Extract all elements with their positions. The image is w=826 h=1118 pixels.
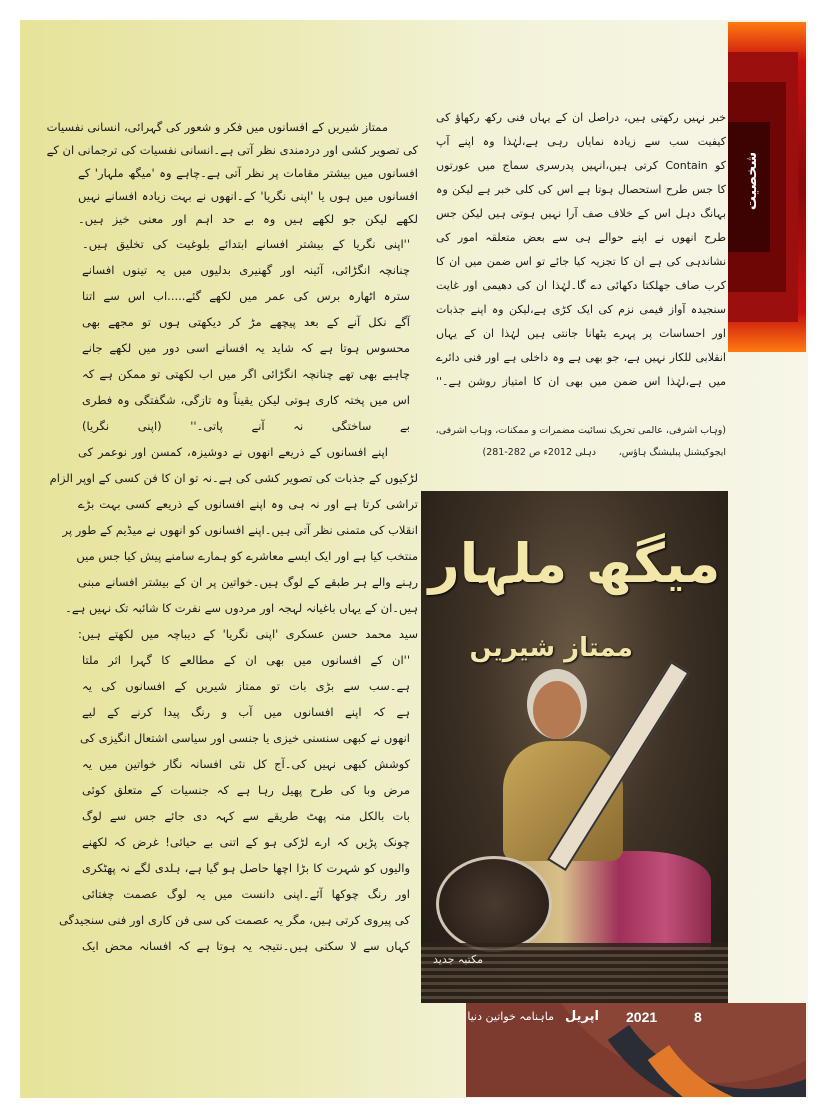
text-line: سنجیدہ آواز فیمی نزم کی ایک کڑی ہے،لیکن وہ اپنے جذبات — [436, 303, 726, 316]
text-line: کی پیروی کرتی ہیں، مگر یہ عصمت کی سی فن کاری اور فنی سنجیدگی — [58, 913, 410, 927]
text-line: کرب صاف جھلکتا دکھائی دے گا۔لہٰذا ان کی دھیمی اور غایت — [436, 279, 726, 292]
water-reflection — [421, 943, 728, 1003]
text-line: سترہ اٹھارہ برس کی عمر میں لکھے گئے.....اب اس سے اتنا — [82, 289, 410, 303]
text-line: کہاں سے لا سکتی ہیں۔نتیجہ یہ ہوتا ہے کہ افسانہ محض ایک — [82, 939, 410, 953]
book-author: ممتاز شیریں — [469, 633, 633, 663]
book-title: میگھ ملہار — [428, 532, 721, 595]
right-text-column — [436, 106, 726, 394]
text-line: دہلی 2012ء ص 282-281) — [482, 447, 596, 458]
left-text-column — [46, 116, 418, 959]
text-line: اس میں پختہ کاری ہوتی لیکن یقیناً وہ تازگی، شگفتگی وہ فطری — [82, 393, 410, 407]
text-line: کو Contain کرتی ہیں،انہیں پدرسری سماج میں عورتوں — [436, 159, 726, 172]
text-line: کی تصویر کشی اور دردمندی نظر آتی ہے۔انسانی نفسیات کی ترجمانی ان کے — [46, 143, 418, 157]
issue-year: 2021 — [626, 1009, 658, 1025]
text-line: خبر نہیں رکھتی ہیں، دراصل ان کے یہاں فنی رکھ رکھاؤ کی — [436, 111, 726, 124]
text-line: بے ساختگی نہ آنے پاتی۔'' (اپنی نگریا) — [82, 419, 410, 433]
text-line: منتخب کیا ہے اور ایک ایسے معاشرے کو ہمارے سامنے پیش کیا جس میں — [76, 549, 418, 563]
text-line: انھوں نے کبھی سنسنی خیزی یا جنسی اور سیاسی اشتعال انگیزی کی — [79, 731, 410, 745]
sitar-bowl — [436, 856, 552, 952]
text-line: نشاندہی کی ہے ان کا تجزیہ کیا جائے تو اس ضمن میں ان کا — [436, 255, 726, 268]
text-line: ممتاز شیریں کے افسانوں میں فکر و شعور کی گہرائی، انسانی نفسیات — [46, 120, 388, 134]
text-line: والیوں کو شہرت کا بڑا اچھا حاصل ہو گیا ہے، ہلدی لگے نہ پھٹکری — [82, 861, 410, 875]
text-line: ہے۔سب سے بڑی بات تو ممتاز شیریں کے افسانوں کی یہ — [82, 679, 410, 693]
block-quote — [78, 231, 418, 439]
section-tab — [728, 22, 806, 352]
magazine-name: ماہنامہ خواتین دنیا — [467, 1010, 554, 1023]
text-line: میں ہے،لہٰذا اس ضمن میں بھی ان کا امتیاز روشن ہے۔'' — [436, 375, 726, 388]
text-line: تراشی کرتا ہے اور نہ ہی وہ اپنے افسانوں کے ذریعے کسی بہت بڑے — [78, 497, 418, 511]
paragraph — [46, 116, 418, 231]
text-line: کوشش کبھی نہیں کی۔آج کل نئی افسانہ نگار خواتین میں یہ — [82, 757, 410, 771]
page-footer — [466, 1003, 806, 1097]
text-line: ''اپنی نگریا کے بیشتر افسانے ابتدائے بلوغیت کی تخلیق ہیں۔ — [82, 237, 410, 251]
text-line: انقلابی للکار نہیں ہے، جو بھی ہے وہ داخلی ہے اور فنی دائرے — [436, 351, 726, 364]
text-line: ہے کہ اپنے افسانوں میں آب و رنگ پیدا کرنے کے لیے — [82, 705, 410, 719]
issue-month: اپریل — [565, 1009, 599, 1024]
text-line: ہیں۔ان کے یہاں باغیانہ لہجہ اور مردوں سے نفرت کا شائبہ تک نہیں ہے۔ — [65, 601, 418, 615]
text-line: اور احساسات پر پہرے بٹھانا جانتی ہیں لہٰذا ان کے یہاں — [436, 327, 726, 340]
text-line: محسوس ہوتا ہے کہ شاید یہ افسانے اسی دور میں لکھے جانے — [82, 341, 410, 355]
text-line: افسانوں میں ہوں یا 'اپنی نگریا' کے۔انھوں نے بہت زیادہ افسانے نہیں — [78, 189, 418, 203]
publisher-logo: مکتبہ جدید — [433, 953, 483, 966]
text-line: افسانوں میں بیشتر مقامات پر نظر آتی ہے۔چاہے وہ 'میگھ ملہار' کے — [78, 166, 418, 180]
text-line: کیفیت سب سے زیادہ نمایاں رہی ہے،لہٰذا وہ اپنے آپ — [436, 135, 726, 148]
dancer-head — [533, 681, 581, 739]
text-line: بات بالکل منہ پھٹ طریقے سے کہہ دی جائے جس سے لوگ — [82, 809, 410, 823]
section-tab-label: شخصیت — [744, 151, 760, 211]
block-quote — [58, 647, 418, 959]
text-line: طرح انھوں نے اپنے حوالے ہی سے بعض متعلقہ امور کی — [436, 231, 726, 244]
text-line: اپنے افسانوں کے ذریعے انھوں نے دوشیزہ، کمسن اور نوعمر کی — [78, 445, 388, 459]
text-line: رہنے والے ہر طبقے کے لوگ ہیں۔خواتین پر ان کے بیشتر افسانے مبنی — [78, 575, 418, 589]
text-line: چاہیے بھی تھے چنانچہ انگڑائی اگر میں اب لکھتی تو ممکن ہے کہ — [82, 367, 410, 381]
text-line: لکھے لیکن جو لکھے ہیں وہ بے حد اہم اور معنی خیز ہیں۔ — [78, 212, 418, 226]
page-number: 8 — [694, 1009, 702, 1025]
text-line: کا جس طرح استحصال ہوتا ہے اس کی کلی خبر ہے لیکن وہ — [436, 183, 726, 196]
text-line: (وہاب اشرفی، عالمی تحریک نسائیت مضمرات و ممکنات، وہاب اشرفی، ایجوکیشنل پبلیشنگ ہاؤس، — [435, 425, 726, 458]
text-line: مرض وبا کی طرح پھیل رہا ہے کہ جنسیات کے متعلق کوئی — [82, 783, 410, 797]
text-line: آگے نکل آنے کے بعد پیچھے مڑ کر دیکھتی ہوں تو مجھے بھی — [82, 315, 410, 329]
paragraph — [49, 439, 418, 647]
text-line: اور رنگ چوکھا آئے۔اپنی دانست میں یہ لوگ عصمت چغتائی — [82, 887, 410, 901]
text-line: بہانگ دہل اس کے خلاف صف آرا نہیں ہوتی ہیں لیکن جس — [436, 207, 726, 220]
book-cover-image — [421, 491, 728, 1003]
text-line: ''ان کے افسانوں میں بھی ان کے مطالعے کا گہرا اثر ملتا — [82, 653, 410, 667]
text-line: چنانچہ انگڑائی، آئینہ اور گھنیری بدلیوں میں یہ تینوں افسانے — [82, 263, 410, 277]
text-line: چونک پڑیں کہ ارے لڑکی ہو کے اتنی بے حیائی! غرض کہ لکھنے — [82, 835, 410, 849]
text-line: لڑکیوں کے جذبات کی تصویر کشی کی ہے۔نہ تو ان کا فن کسی کے اوپر الزام — [49, 471, 418, 485]
citation — [418, 420, 726, 464]
text-line: انقلاب کی متمنی نظر آتی ہیں۔اپنے افسانوں کو انھوں نے میڈیم کے طور پر — [62, 523, 418, 537]
text-line: سید محمد حسن عسکری 'اپنی نگریا' کے دیباچہ میں لکھتے ہیں: — [78, 627, 418, 641]
